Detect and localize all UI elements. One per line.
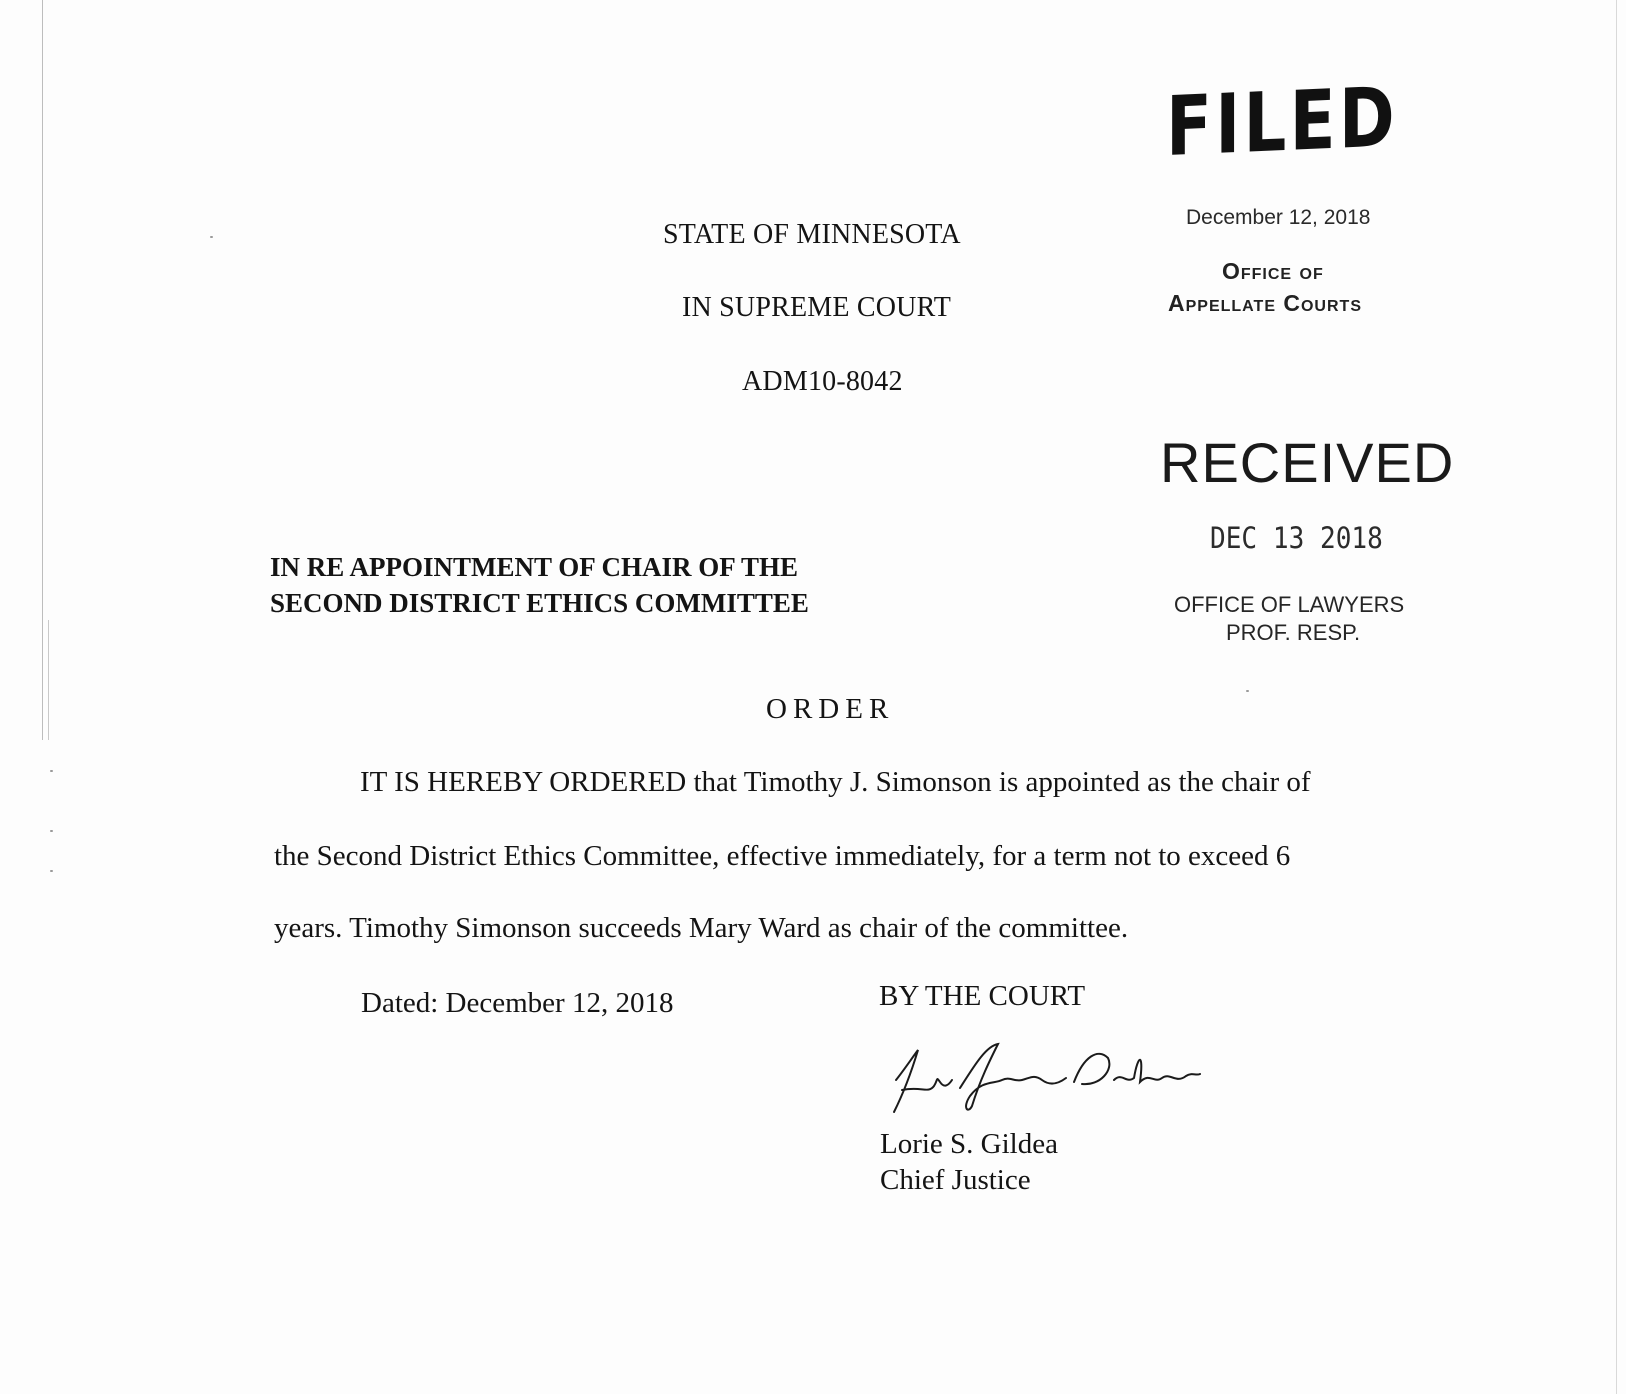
caption-docket-number: ADM10-8042 <box>742 366 903 397</box>
scan-speck <box>50 830 53 832</box>
scan-right-edge <box>1616 0 1617 1394</box>
matter-heading-line2: SECOND DISTRICT ETHICS COMMITTEE <box>270 588 809 618</box>
received-stamp-office-line2: PROF. RESP. <box>1226 620 1361 645</box>
scan-speck <box>210 236 213 238</box>
scan-left-edge-mark <box>48 620 49 740</box>
filed-stamp-office-line2: Appellate Courts <box>1168 290 1362 316</box>
filed-stamp-date: December 12, 2018 <box>1186 206 1371 229</box>
received-stamp-office-line1: OFFICE OF LAWYERS <box>1174 592 1405 617</box>
caption-court: IN SUPREME COURT <box>682 292 952 323</box>
order-body-line2: the Second District Ethics Committee, effective immediately, for a term not to exceed 6 <box>274 840 1291 872</box>
order-title: ORDER <box>766 693 895 725</box>
scan-speck <box>50 770 53 772</box>
matter-heading-line1: IN RE APPOINTMENT OF CHAIR OF THE <box>270 552 799 582</box>
by-the-court-label: BY THE COURT <box>879 980 1086 1012</box>
caption-state: STATE OF MINNESOTA <box>663 219 961 250</box>
received-stamp: RECEIVED <box>1160 431 1455 494</box>
signature-image <box>882 1036 1202 1118</box>
scan-left-edge <box>42 0 43 740</box>
dated-line: Dated: December 12, 2018 <box>361 987 674 1019</box>
order-body-line1: IT IS HEREBY ORDERED that Timothy J. Simonson is appointed as the chair of <box>360 766 1311 798</box>
scan-speck <box>50 870 53 872</box>
filed-stamp: FILED <box>1166 70 1398 175</box>
order-body-line3: years. Timothy Simonson succeeds Mary Ward as chair of the committee. <box>274 912 1129 944</box>
scan-speck <box>1246 690 1249 692</box>
signer-name: Lorie S. Gildea <box>880 1128 1058 1160</box>
filed-stamp-office-line1: Office of <box>1222 258 1324 284</box>
received-stamp-date: DEC 13 2018 <box>1210 521 1383 555</box>
signer-title: Chief Justice <box>880 1164 1031 1196</box>
